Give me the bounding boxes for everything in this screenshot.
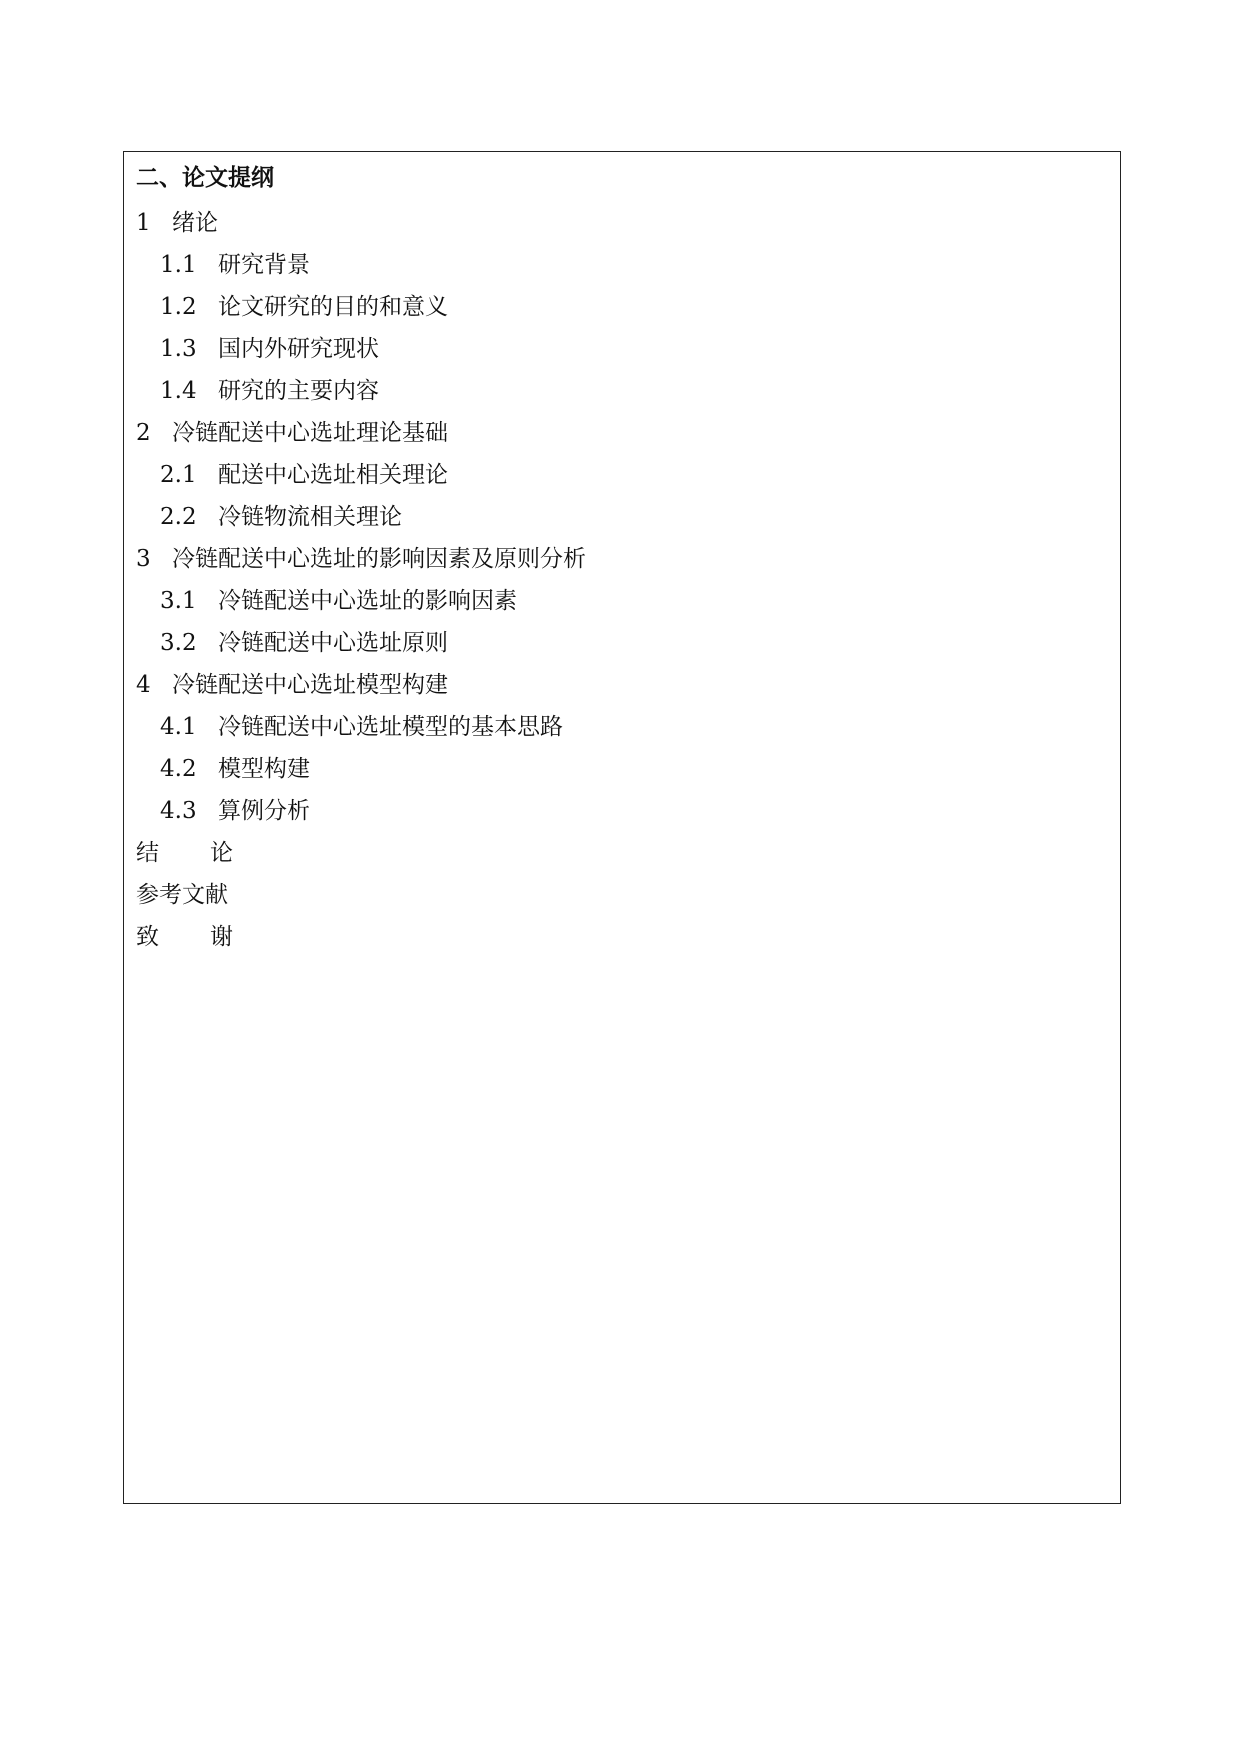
outline-item-1-1 xyxy=(136,244,586,286)
outline-item-1-2 xyxy=(136,286,586,328)
item-number: 2.2 xyxy=(160,504,197,530)
outline-item-3 xyxy=(136,538,586,580)
item-text: 冷链配送中心选址理论基础 xyxy=(172,420,448,446)
item-text: 研究背景 xyxy=(218,252,310,278)
outline-title: 二、论文提纲 xyxy=(136,165,274,191)
outline-item-4-2 xyxy=(136,748,586,790)
outline-item-3-1 xyxy=(136,580,586,622)
item-text: 冷链配送中心选址的影响因素及原则分析 xyxy=(172,546,586,572)
item-number: 3.2 xyxy=(160,630,197,656)
outline-item-conclusion xyxy=(136,832,586,874)
outline-list xyxy=(136,202,586,958)
item-number: 4.1 xyxy=(160,714,197,740)
outline-item-4-3 xyxy=(136,790,586,832)
item-number: 3 xyxy=(136,546,151,572)
conclusion-char-1: 结 xyxy=(136,840,159,866)
acknowledgements-label xyxy=(136,916,233,958)
item-text: 算例分析 xyxy=(218,798,310,824)
outline-item-2-1 xyxy=(136,454,586,496)
item-number: 1.4 xyxy=(160,378,197,404)
item-number: 2 xyxy=(136,420,151,446)
item-number: 4.3 xyxy=(160,798,197,824)
outline-item-3-2 xyxy=(136,622,586,664)
item-text: 配送中心选址相关理论 xyxy=(218,462,448,488)
item-number: 1.1 xyxy=(160,252,197,278)
item-text: 冷链配送中心选址的影响因素 xyxy=(218,588,517,614)
outline-item-4 xyxy=(136,664,586,706)
outline-item-1-3 xyxy=(136,328,586,370)
acknowledgements-char-1: 致 xyxy=(136,924,159,950)
item-text: 冷链配送中心选址模型的基本思路 xyxy=(218,714,563,740)
item-number: 1 xyxy=(136,210,151,236)
item-text: 论文研究的目的和意义 xyxy=(218,294,448,320)
item-text: 冷链配送中心选址模型构建 xyxy=(172,672,448,698)
outline-item-4-1 xyxy=(136,706,586,748)
item-number: 2.1 xyxy=(160,462,197,488)
outline-item-references xyxy=(136,874,586,916)
outline-item-2 xyxy=(136,412,586,454)
item-text: 模型构建 xyxy=(218,756,310,782)
outline-item-1 xyxy=(136,202,586,244)
item-number: 1.2 xyxy=(160,294,197,320)
outline-item-2-2 xyxy=(136,496,586,538)
outline-item-1-4 xyxy=(136,370,586,412)
item-number: 4.2 xyxy=(160,756,197,782)
item-number: 1.3 xyxy=(160,336,197,362)
item-text: 冷链物流相关理论 xyxy=(218,504,402,530)
conclusion-label xyxy=(136,832,233,874)
acknowledgements-char-2: 谢 xyxy=(210,924,233,950)
item-text: 国内外研究现状 xyxy=(218,336,379,362)
outline-item-acknowledgements xyxy=(136,916,586,958)
item-number: 3.1 xyxy=(160,588,197,614)
conclusion-char-2: 论 xyxy=(210,840,233,866)
item-text: 绪论 xyxy=(172,210,218,236)
references-label: 参考文献 xyxy=(136,882,228,908)
item-text: 冷链配送中心选址原则 xyxy=(218,630,448,656)
outline-box xyxy=(123,151,1121,1504)
item-text: 研究的主要内容 xyxy=(218,378,379,404)
item-number: 4 xyxy=(136,672,151,698)
